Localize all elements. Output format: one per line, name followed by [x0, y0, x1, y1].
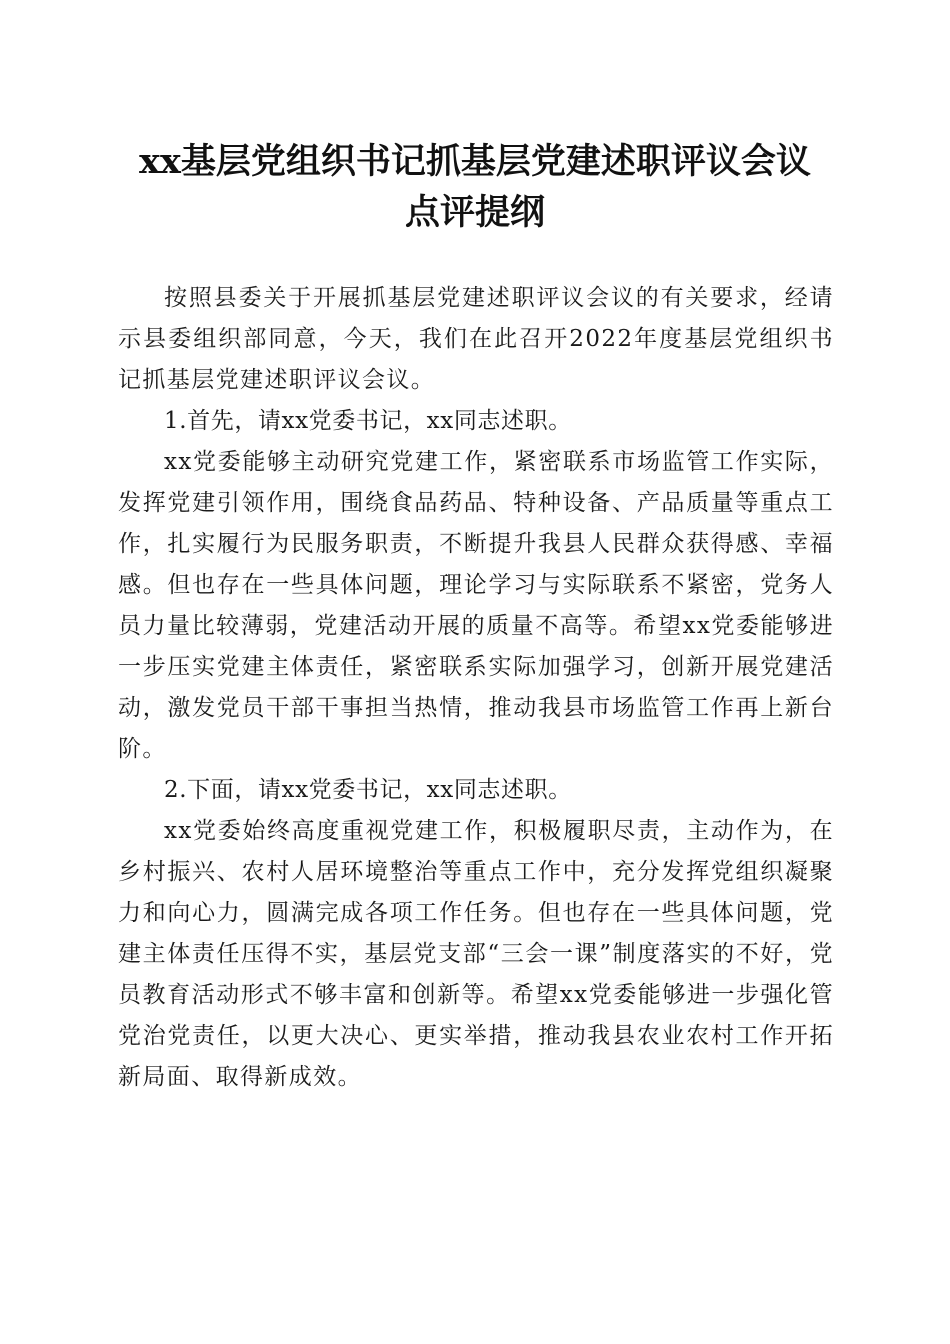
paragraph-intro: 按照县委关于开展抓基层党建述职评议会议的有关要求，经请示县委组织部同意，今天，我们在此召开2022年度基层党组织书记抓基层党建述职评议会议。	[118, 285, 834, 393]
document-title-line-2: 点评提纲	[404, 192, 545, 233]
paragraph-item-1: 1.首先，请xx党委书记，xx同志述职。	[164, 408, 572, 434]
document-body	[118, 278, 834, 1098]
document-title-line-1: xx基层党组织书记抓基层党建述职评议会议	[139, 141, 811, 182]
paragraph-comment-2: xx党委始终高度重视党建工作，积极履职尽责，主动作为，在乡村振兴、农村人居环境整治等重点工作中，充分发挥党组织凝聚力和向心力，圆满完成各项工作任务。但也存在一些具体问题，党建主体责任压得不实，基层党支部“三会一课”制度落实的不好，党员教育活动形式不够丰富和创新等。希望xx党委能够进一步强化管党治党责任，以更大决心、更实举措，推动我县农业农村工作开拓新局面、取得新成效。	[118, 818, 834, 1090]
document-title	[100, 136, 850, 238]
paragraph-item-2: 2.下面，请xx党委书记，xx同志述职。	[164, 777, 572, 803]
paragraph-comment-1: xx党委能够主动研究党建工作，紧密联系市场监管工作实际，发挥党建引领作用，围绕食品药品、特种设备、产品质量等重点工作，扎实履行为民服务职责，不断提升我县人民群众获得感、幸福感。但也存在一些具体问题，理论学习与实际联系不紧密，党务人员力量比较薄弱，党建活动开展的质量不高等。希望xx党委能够进一步压实党建主体责任，紧密联系实际加强学习，创新开展党建活动，激发党员干部干事担当热情，推动我县市场监管工作再上新台阶。	[118, 449, 834, 762]
